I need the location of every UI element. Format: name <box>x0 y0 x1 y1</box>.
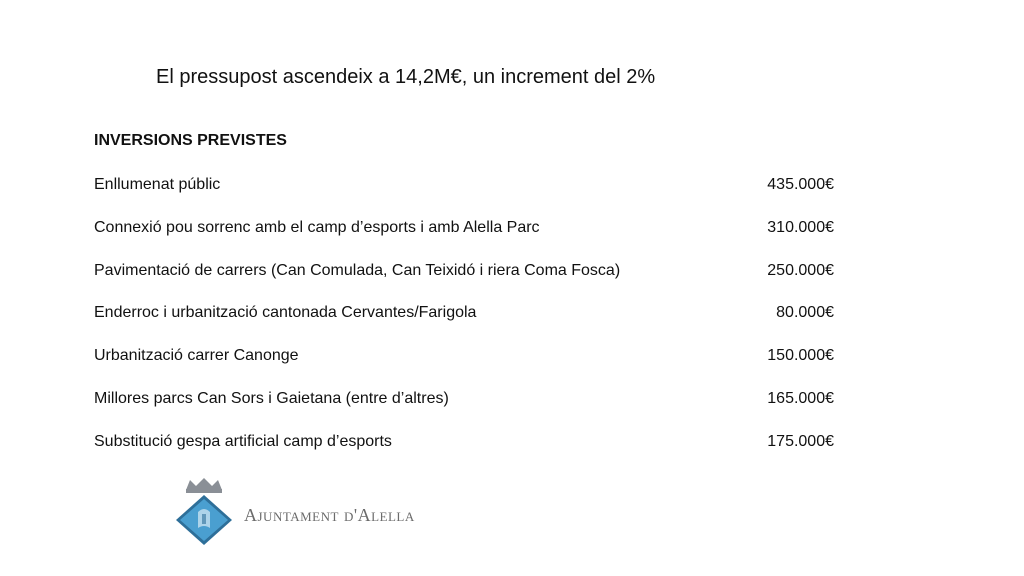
investment-label: Pavimentació de carrers (Can Comulada, Can Teixidó i riera Coma Fosca) <box>94 261 621 279</box>
investment-amount: 435.000€ <box>767 176 834 193</box>
list-item <box>94 432 834 475</box>
investment-amount: 150.000€ <box>767 347 834 365</box>
logo-text: Ajuntament d'Alella <box>244 505 415 525</box>
list-item <box>94 389 834 432</box>
list-item <box>94 303 834 346</box>
list-item <box>94 261 834 304</box>
investment-amount: 80.000€ <box>776 304 834 322</box>
list-item <box>94 218 834 261</box>
investment-label: Urbanització carrer Canonge <box>94 347 299 365</box>
page-title: El pressupost ascendeix a 14,2M€, un increment del 2% <box>156 66 656 88</box>
investment-label: Connexió pou sorrenc amb el camp d’esports i amb Alella Parc <box>94 218 540 236</box>
ajuntament-logo <box>172 478 472 548</box>
investment-amount: 310.000€ <box>767 218 834 236</box>
investment-label: Substitució gespa artificial camp d’esports <box>94 432 392 450</box>
investment-amount: 250.000€ <box>767 261 834 279</box>
investment-label: Millores parcs Can Sors i Gaietana (entre d’altres) <box>94 389 449 407</box>
municipal-shield-icon <box>172 478 236 548</box>
investment-amount: 165.000€ <box>767 389 834 407</box>
list-item <box>94 346 834 389</box>
list-item <box>94 175 834 218</box>
investment-label: Enderroc i urbanització cantonada Cervantes/Farigola <box>94 304 477 322</box>
investments-list <box>94 175 834 475</box>
section-heading: INVERSIONS PREVISTES <box>94 132 287 149</box>
investment-label: Enllumenat públic <box>94 176 221 193</box>
investment-amount: 175.000€ <box>767 432 834 450</box>
